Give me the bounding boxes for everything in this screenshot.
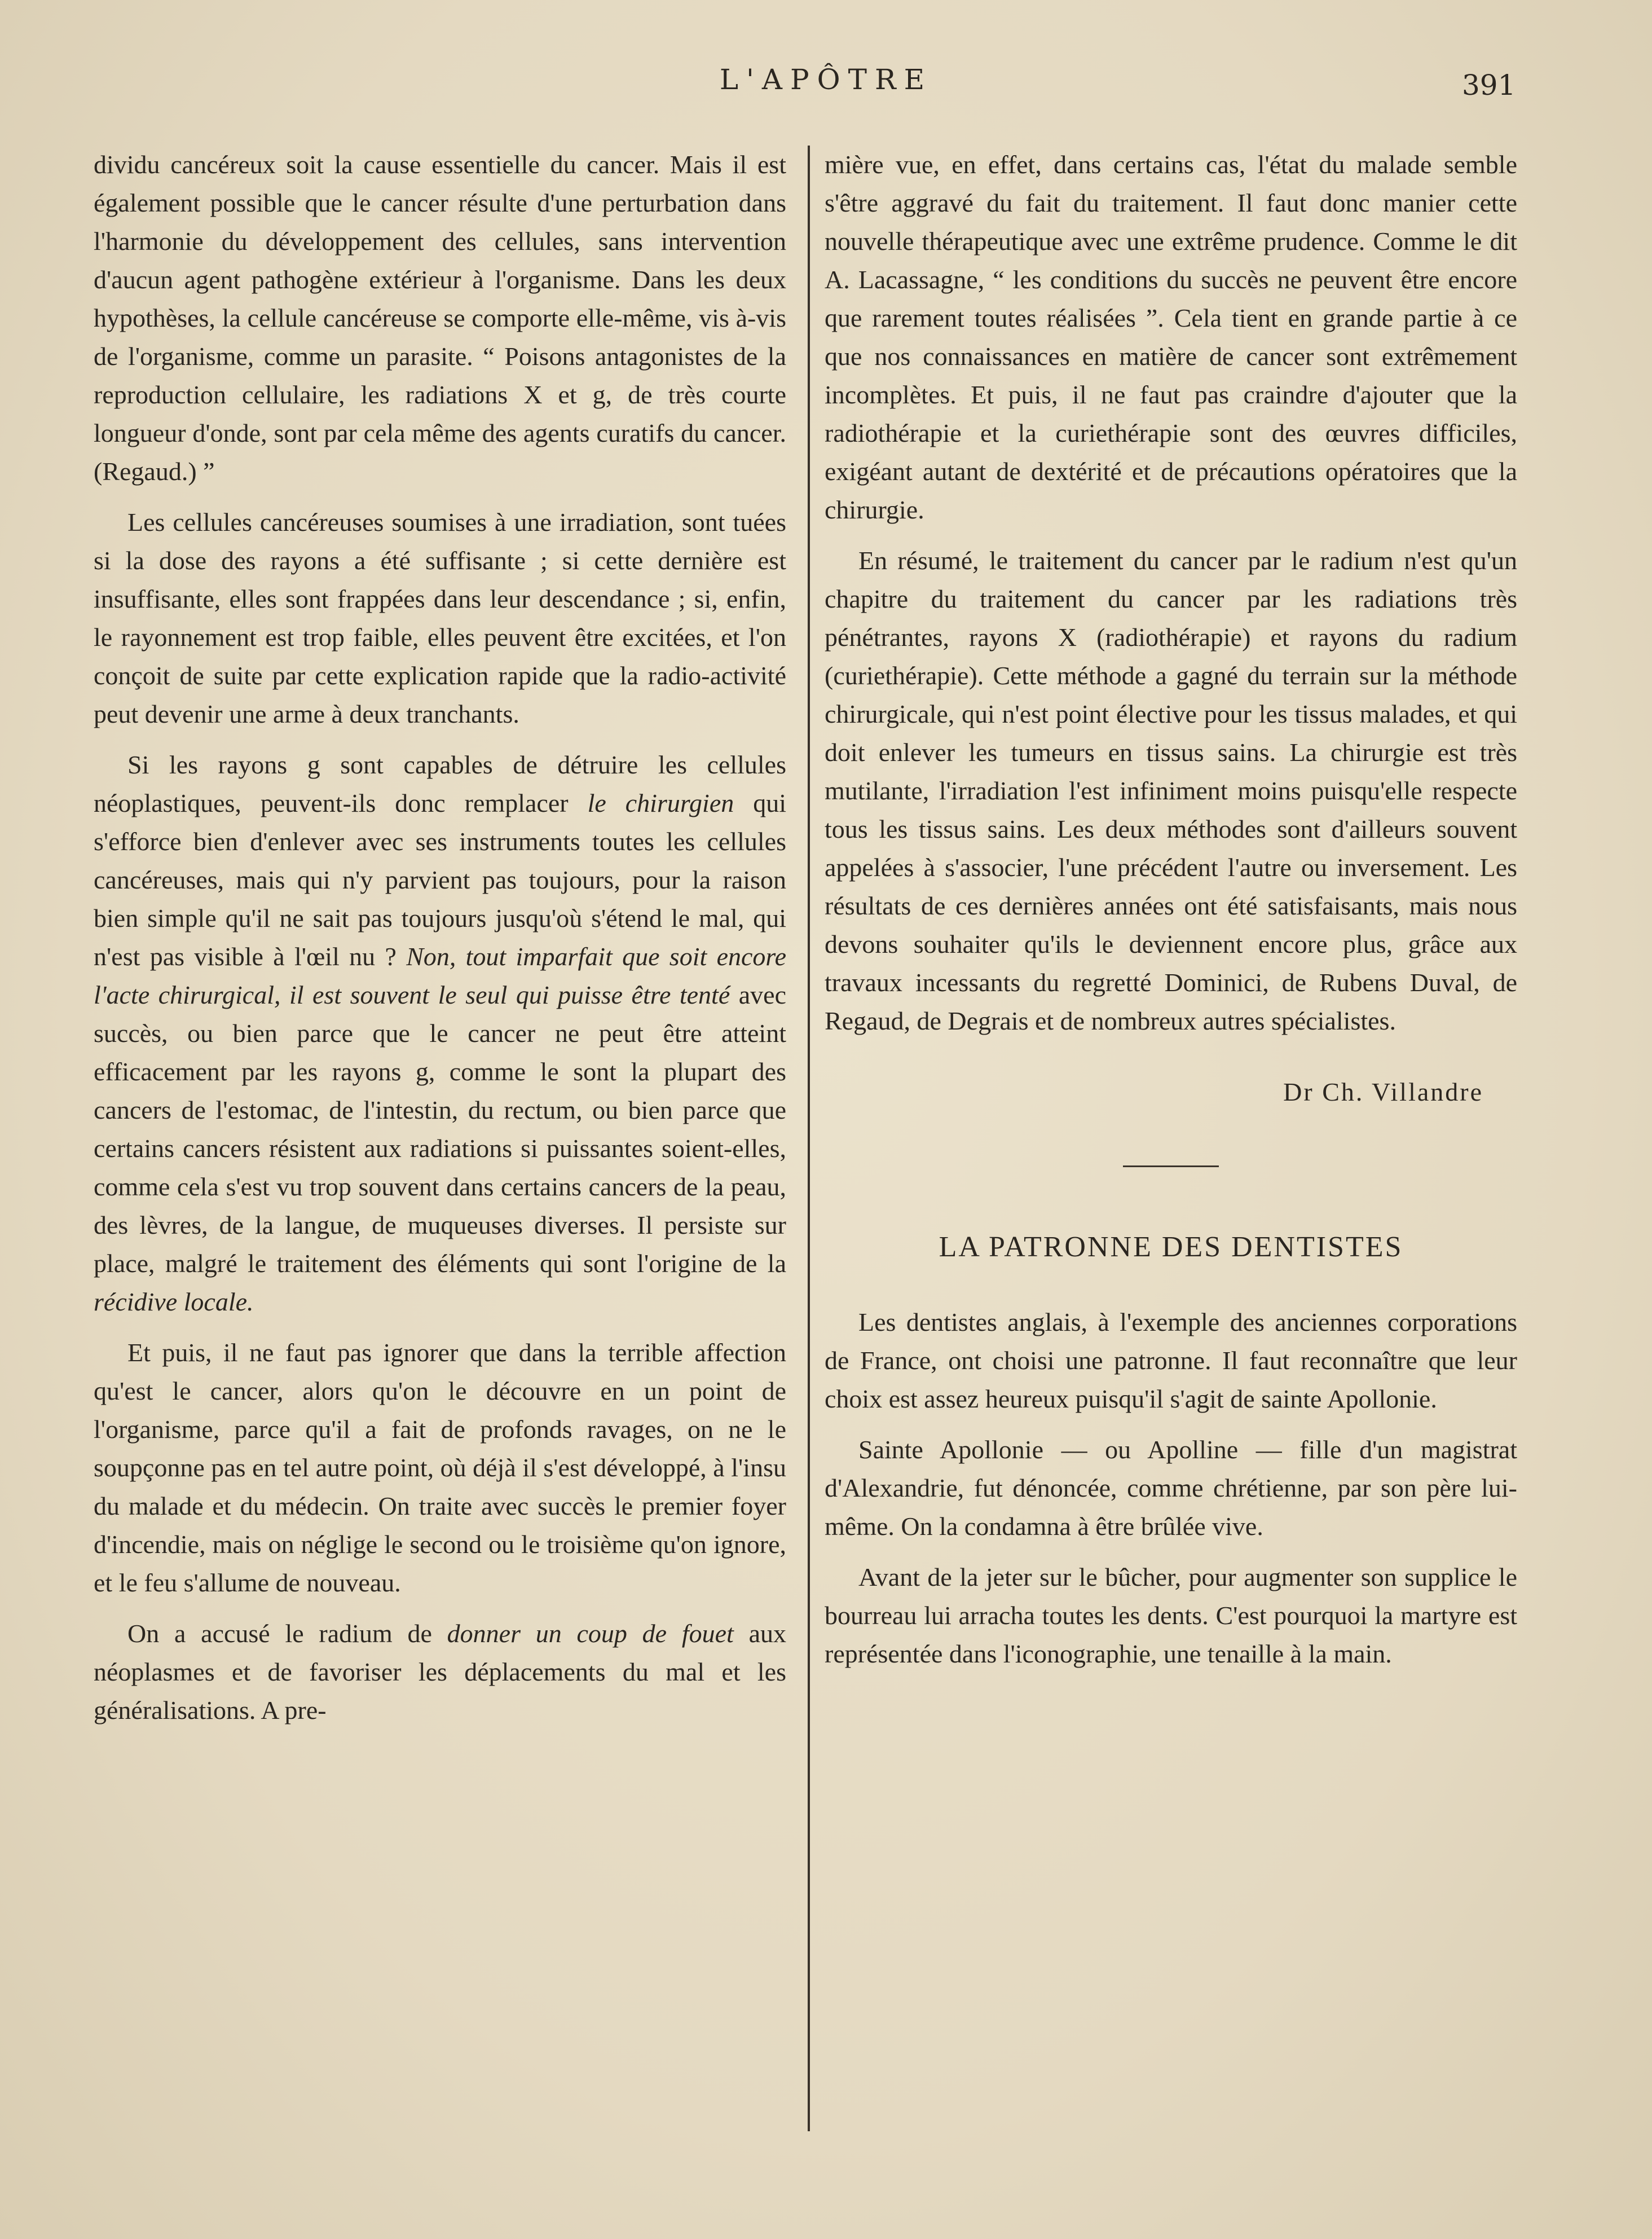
running-title: L'APÔTRE [719, 63, 933, 96]
italic-text: donner un coup de fouet [447, 1619, 734, 1648]
paragraph [94, 746, 786, 1321]
text-run: aux néoplasmes et de favoriser les déplacements du mal et les généralisations. A pre- [94, 1619, 787, 1725]
paragraph: Avant de la jeter sur le bûcher, pour augmenter son supplice le bourreau lui arracha toutes les dents. C'est pourquoi la martyre est représentée dans l'iconographie, une tenaille à la main. [825, 1563, 1517, 1668]
author-signature: Dr Ch. Villandre [1283, 1077, 1483, 1106]
paragraph: Les cellules cancéreuses soumises à une irradiation, sont tuées si la dose des rayons a été suffisante ; si cette dernière est insuffisante, elles sont frappées dans leur descendance ; si, enfin, le rayonnement est trop faible, elles peuvent être excitées, et l'on conçoit de suite par cette explication rapide que la radio-activité peut devenir une arme à deux tranchants. [94, 508, 786, 728]
paragraph [94, 1615, 786, 1730]
section-divider [1123, 1165, 1219, 1167]
text-run: avec succès, ou bien parce que le cancer ne peut être atteint efficacement par les rayons g, comme le sont la plupart des cancers de l'estomac, de l'intestin, du rectum, ou bien parce que certains cancers résistent aux radiations si puissantes soient-elles, comme cela s'est vu trop souvent dans certains cancers de la peau, des lèvres, de la langue, de muqueuses diverses. Il persiste sur place, malgré le traitement des éléments qui sont l'origine de la [94, 980, 786, 1278]
page-number: 391 [1462, 69, 1516, 102]
italic-text: le chirurgien [587, 789, 734, 817]
text-run: On a accusé le radium de [127, 1619, 432, 1648]
paragraph: dividu cancéreux soit la cause essentielle du cancer. Mais il est également possible que le cancer résulte d'une perturbation dans l'harmonie du développement des cellules, sans intervention d'aucun agent pathogène extérieur à l'organisme. Dans les deux hypothèses, la cellule cancéreuse se comporte elle-même, vis à-vis de l'organisme, comme un parasite. “ Poisons antagonistes de la reproduction cellulaire, les radiations X et g, de très courte longueur d'onde, sont par cela même des agents curatifs du cancer. (Regaud.) ” [94, 150, 786, 486]
italic-text: Non, tout imparfait que soit encore l'acte chirurgical, il est souvent le seul qui puisse être tenté [94, 942, 787, 1009]
paragraph: Sainte Apollonie — ou Apolline — fille d'un magistrat d'Alexandrie, fut dénoncée, comme chrétienne, par son père lui-même. On la condamna à être brûlée vive. [825, 1435, 1517, 1541]
text-run: qui s'efforce bien d'enlever avec ses instruments toutes les cellules cancéreuses, mais qui n'y parvient pas toujours, pour la raison bien simple qu'il ne sait pas toujours jusqu'où s'étend le mal, qui n'est pas visible à l'œil nu ? [94, 789, 787, 971]
left-column [94, 146, 786, 1742]
paragraph: mière vue, en effet, dans certains cas, l'état du malade semble s'être aggravé du fait du traitement. Il faut donc manier cette nouvelle thérapeutique avec une extrême prudence. Comme le dit A. Lacassagne, “ les conditions du succès ne peuvent être encore que rarement toutes réalisées ”. Cela tient en grande partie à ce que nos connaissances en matière de cancer sont extrêmement incomplètes. Et puis, il ne faut pas craindre d'ajouter que la radiothérapie et la curiethérapie sont des œuvres difficiles, exigéant autant de dextérité et de précautions opératoires que la chirurgie. [825, 150, 1517, 524]
right-column [825, 146, 1517, 1686]
italic-text: récidive locale. [94, 1287, 254, 1316]
text-run: Si les rayons g sont capables de détruire les cellules néoplastiques, peuvent-ils donc remplacer [94, 750, 786, 817]
section-title: LA PATRONNE DES DENTISTES [939, 1231, 1403, 1263]
paragraph: Les dentistes anglais, à l'exemple des anciennes corporations de France, ont choisi une patronne. Il faut reconnaître que leur choix est assez heureux puisqu'il s'agit de sainte Apollonie. [825, 1308, 1517, 1413]
paragraph: En résumé, le traitement du cancer par le radium n'est qu'un chapitre du traitement du cancer par les radiations très pénétrantes, rayons X (radiothérapie) et rayons du radium (curiethérapie). Cette méthode a gagné du terrain sur la méthode chirurgicale, qui n'est point élective pour les tissus malades, et qui doit enlever les tumeurs en tissus sains. La chirurgie est très mutilante, l'irradiation l'est infiniment moins puisqu'elle respecte tous les tissus sains. Les deux méthodes sont d'ailleurs souvent appelées à s'associer, l'une précédent l'autre ou inversement. Les résultats de ces dernières années ont été satisfaisants, mais nous devons souhaiter qu'ils le deviennent encore plus, grâce aux travaux incessants du regretté Dominici, de Rubens Duval, de Regaud, de Degrais et de nombreux autres spécialistes. [825, 546, 1517, 1035]
paragraph: Et puis, il ne faut pas ignorer que dans la terrible affection qu'est le cancer, alors qu'on le découvre en un point de l'organisme, parce qu'il a fait de profonds ravages, on ne le soupçonne pas en tel autre point, où déjà il s'est développé, à l'insu du malade et du médecin. On traite avec succès le premier foyer d'incendie, mais on néglige le second ou le troisième qu'on ignore, et le feu s'allume de nouveau. [94, 1338, 786, 1597]
column-rule [808, 146, 810, 2131]
